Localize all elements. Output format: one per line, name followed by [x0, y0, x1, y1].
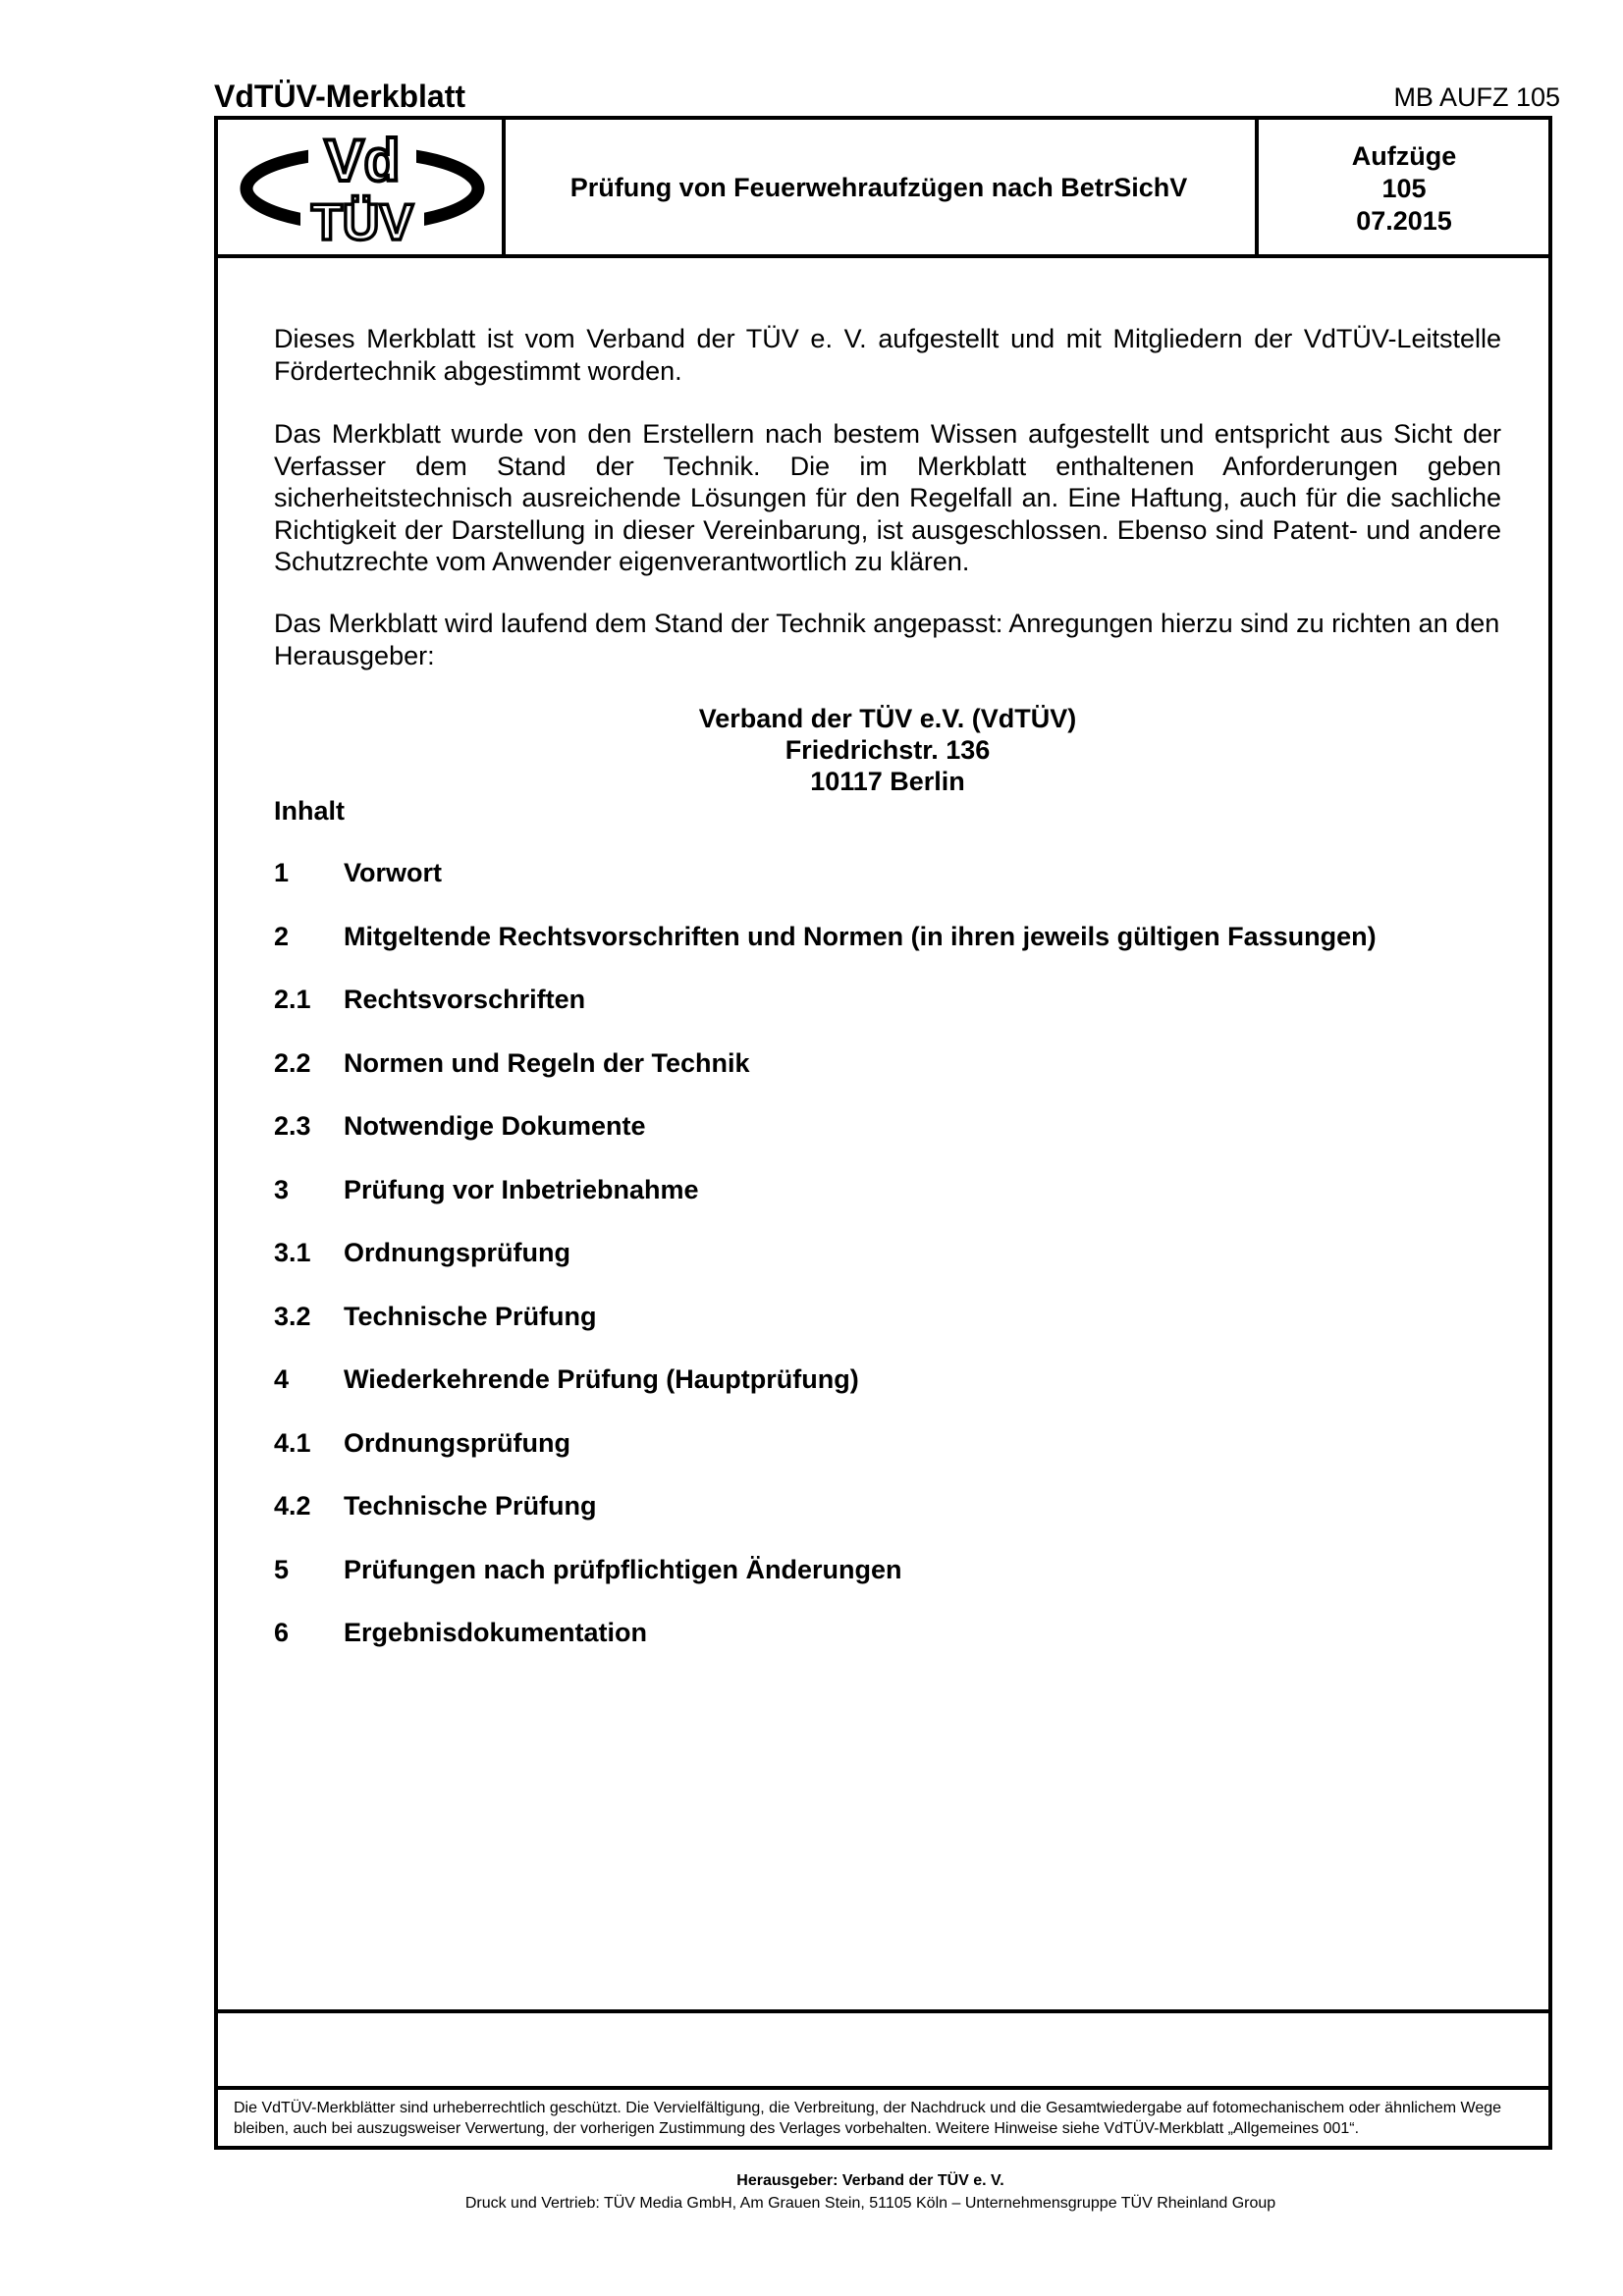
toc-item	[274, 1364, 1501, 1428]
toc-item-number: 3.1	[274, 1238, 311, 1267]
toc-item-number: 4.2	[274, 1491, 311, 1521]
toc-item-label: Ordnungsprüfung	[344, 1238, 570, 1267]
toc-item-number: 3	[274, 1174, 290, 1204]
document-code: MB AUFZ 105	[1393, 82, 1560, 112]
toc-item	[274, 858, 1501, 922]
footer-box-divider-bottom	[214, 2086, 1552, 2090]
document-title: Prüfung von Feuerwehraufzügen nach BetrSichV	[569, 173, 1188, 202]
footer-box-divider-top	[214, 2009, 1552, 2013]
toc-item-number: 5	[274, 1554, 290, 1584]
address-line-2: Friedrichstr. 136	[784, 735, 991, 765]
intro-paragraph-1: Dieses Merkblatt ist vom Verband der TÜV e. V. aufgestellt und mit Mitgliedern der VdTÜV-Leitstelle Fördertechnik abgestimmt worden.	[274, 324, 1501, 386]
toc-item	[274, 1048, 1501, 1112]
toc-item	[274, 922, 1501, 986]
toc-item-number: 2.2	[274, 1047, 311, 1078]
vdtuev-logo	[240, 130, 485, 245]
toc-item-number: 4	[274, 1364, 290, 1394]
toc-item-number: 2.1	[274, 985, 311, 1014]
toc-heading: Inhalt	[274, 796, 345, 826]
intro-paragraph-3: Das Merkblatt wird laufend dem Stand der Technik angepasst: Anregungen hierzu sind zu richten an den Herausgeber:	[274, 609, 1500, 670]
document-type-title: VdTÜV-Merkblatt	[214, 79, 466, 114]
publisher-address	[274, 703, 1501, 797]
toc-item	[274, 1555, 1501, 1619]
toc-item-number: 3.2	[274, 1301, 311, 1331]
address-line-1: Verband der TÜV e.V. (VdTÜV)	[698, 704, 1077, 733]
toc-item	[274, 1111, 1501, 1175]
toc-item-label: Technische Prüfung	[344, 1301, 597, 1331]
toc-item-label: Mitgeltende Rechtsvorschriften und Normen (in ihren jeweils gültigen Fassungen)	[344, 921, 1377, 951]
document-date: 07.2015	[1356, 206, 1452, 236]
document-meta	[1259, 140, 1549, 238]
toc-item-label: Normen und Regeln der Technik	[344, 1047, 750, 1078]
toc-item-label: Rechtsvorschriften	[344, 985, 586, 1014]
footer-print-info: Druck und Vertrieb: TÜV Media GmbH, Am Grauen Stein, 51105 Köln – Unternehmensgruppe TÜV Rheinland Group	[464, 2195, 1276, 2212]
footer-publisher: Herausgeber: Verband der TÜV e. V.	[736, 2172, 1004, 2189]
toc-item	[274, 1618, 1501, 1682]
logo-vd-text: Vd	[324, 130, 401, 193]
toc-item-number: 6	[274, 1618, 290, 1647]
toc-item-number: 1	[274, 858, 290, 887]
toc-item-label: Ordnungsprüfung	[344, 1427, 570, 1458]
toc-item	[274, 1428, 1501, 1492]
toc-item	[274, 1175, 1501, 1239]
table-of-contents	[274, 858, 1501, 1682]
toc-item-label: Vorwort	[344, 858, 442, 887]
toc-item-number: 2	[274, 921, 290, 951]
intro-paragraph-2: Das Merkblatt wurde von den Erstellern nach bestem Wissen aufgestellt und entspricht aus Sicht der Verfasser dem Stand der Technik. Die im Merkblatt enthaltenen Anforderungen geben sicherheitstechnisch ausreichende Lösungen für den Regelfall an. Eine Haftung, auch für die sachliche Richtigkeit der Darstellung in dieser Vereinbarung, ist ausgeschlossen. Ebenso sind Patent- und andere Schutzrechte vom Anwender eigenverantwortlich zu klären.	[274, 419, 1501, 576]
document-number: 105	[1381, 174, 1427, 203]
toc-item	[274, 1491, 1501, 1555]
toc-item-number: 4.1	[274, 1427, 311, 1458]
logo-tuv-text: TÜV	[311, 194, 413, 245]
toc-item-label: Prüfungen nach prüfpflichtigen Änderungen	[344, 1554, 902, 1584]
header-divider-bottom	[214, 254, 1552, 258]
toc-item-number: 2.3	[274, 1111, 311, 1141]
toc-item-label: Wiederkehrende Prüfung (Hauptprüfung)	[344, 1364, 859, 1394]
copyright-notice: Die VdTÜV-Merkblätter sind urheberrechtlich geschützt. Die Vervielfältigung, die Verbreitung, der Nachdruck und die Gesamtwiedergabe auf fotomechanischem oder ähnlichem Wege bleiben, auch bei auszugsweiser Verwertung, der vorherigen Zustimmung des Verlages vorbehalten. Weitere Hinweise siehe VdTÜV-Merkblatt „Allgemeines 001“.	[234, 2100, 1502, 2137]
toc-item-label: Ergebnisdokumentation	[344, 1618, 648, 1647]
document-category: Aufzüge	[1351, 141, 1457, 171]
toc-item	[274, 1302, 1501, 1365]
toc-item-label: Prüfung vor Inbetriebnahme	[344, 1174, 699, 1204]
address-line-3: 10117 Berlin	[810, 767, 965, 796]
toc-item-label: Technische Prüfung	[344, 1491, 597, 1521]
toc-item-label: Notwendige Dokumente	[344, 1111, 646, 1141]
toc-item	[274, 1238, 1501, 1302]
toc-item	[274, 985, 1501, 1048]
